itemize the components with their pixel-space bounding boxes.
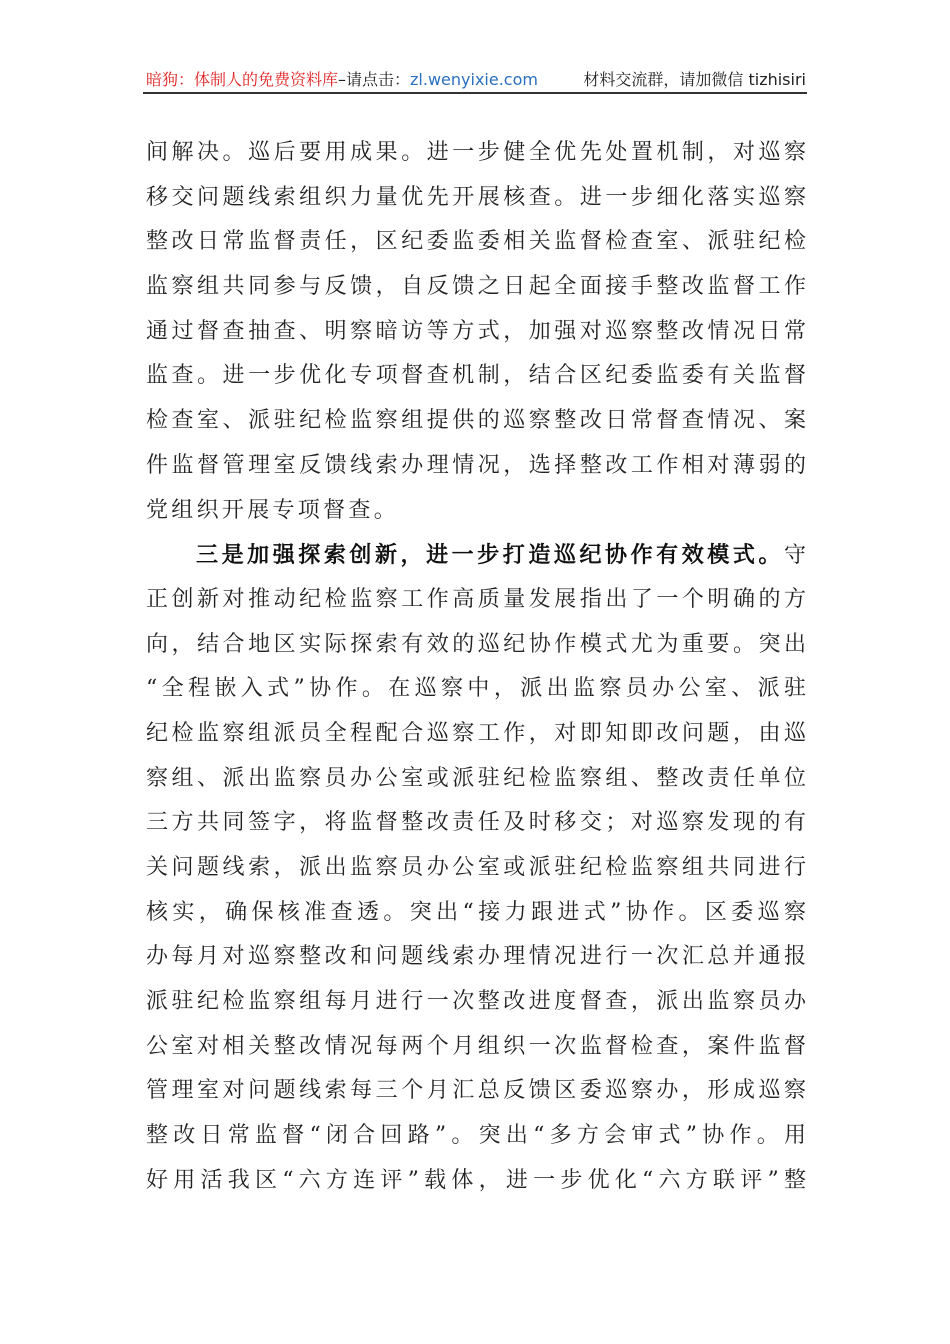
header-divider bbox=[143, 92, 807, 94]
text-line: 党组织开展专项督查。 bbox=[146, 497, 400, 523]
text-line: 向，结合地区实际探索有效的巡纪协作模式尤为重要。突出 bbox=[146, 631, 806, 657]
text-line: 监察组共同参与反馈，自反馈之日起全面接手整改监督工作 bbox=[146, 274, 806, 300]
text-line bbox=[146, 533, 806, 578]
heading-trailing-text: 守 bbox=[783, 543, 806, 569]
text-line: 察组、派出监察员办公室或派驻纪检监察组、整改责任单位 bbox=[146, 765, 806, 791]
text-line: “全程嵌入式”协作。在巡察中，派出监察员办公室、派驻 bbox=[146, 676, 806, 702]
text-line: 派驻纪检监察组每月进行一次整改进度督查，派出监察员办 bbox=[146, 989, 806, 1015]
text-line: 监查。进一步优化专项督查机制，结合区纪委监委有关监督 bbox=[146, 363, 806, 389]
header-link[interactable]: zl.wenyixie.com bbox=[410, 70, 538, 89]
text-line: 间解决。巡后要用成果。进一步健全优先处置机制，对巡察 bbox=[146, 140, 806, 165]
text-line: 件监督管理室反馈线索办理情况，选择整改工作相对薄弱的 bbox=[146, 452, 806, 478]
text-line: 正创新对推动纪检监察工作高质量发展指出了一个明确的方 bbox=[146, 586, 806, 612]
header-contact: 材料交流群，请加微信 tizhisiri bbox=[583, 70, 806, 89]
text-line: 关问题线索，派出监察员办公室或派驻纪检监察组共同进行 bbox=[146, 855, 806, 880]
text-line: 三方共同签字，将监督整改责任及时移交；对巡察发现的有 bbox=[146, 810, 806, 836]
text-line: 好用活我区“六方连评”载体，进一步优化“六方联评”整 bbox=[146, 1167, 806, 1193]
paragraph-1 bbox=[146, 131, 806, 533]
text-line: 整改日常监督责任，区纪委监委相关监督检查室、派驻纪检 bbox=[146, 229, 806, 255]
paragraph-2 bbox=[146, 533, 806, 1203]
page-header bbox=[146, 68, 806, 92]
text-line: 核实，确保核准查透。突出“接力跟进式”协作。区委巡察 bbox=[146, 899, 806, 925]
text-line: 通过督查抽查、明察暗访等方式，加强对巡察整改情况日常 bbox=[146, 318, 806, 344]
document-body bbox=[146, 131, 806, 1204]
text-line: 管理室对问题线索每三个月汇总反馈区委巡察办，形成巡察 bbox=[146, 1078, 806, 1104]
text-line: 公室对相关整改情况每两个月组织一次监督检查，案件监督 bbox=[146, 1033, 806, 1059]
header-site-name: 暗狗：体制人的免费资料库 bbox=[146, 70, 339, 89]
text-line: 整改日常监督“闭合回路”。突出“多方会审式”协作。用 bbox=[146, 1123, 806, 1149]
section-heading: 三是加强探索创新，进一步打造巡纪协作有效模式。 bbox=[196, 542, 784, 569]
text-line: 办每月对巡察整改和问题线索办理情况进行一次汇总并通报 bbox=[146, 944, 806, 970]
text-line: 移交问题线索组织力量优先开展核查。进一步细化落实巡察 bbox=[146, 184, 806, 210]
header-prompt: –请点击： bbox=[338, 70, 411, 89]
text-line: 检查室、派驻纪检监察组提供的巡察整改日常督查情况、案 bbox=[146, 408, 806, 434]
text-line: 纪检监察组派员全程配合巡察工作，对即知即改问题，由巡 bbox=[146, 720, 806, 746]
